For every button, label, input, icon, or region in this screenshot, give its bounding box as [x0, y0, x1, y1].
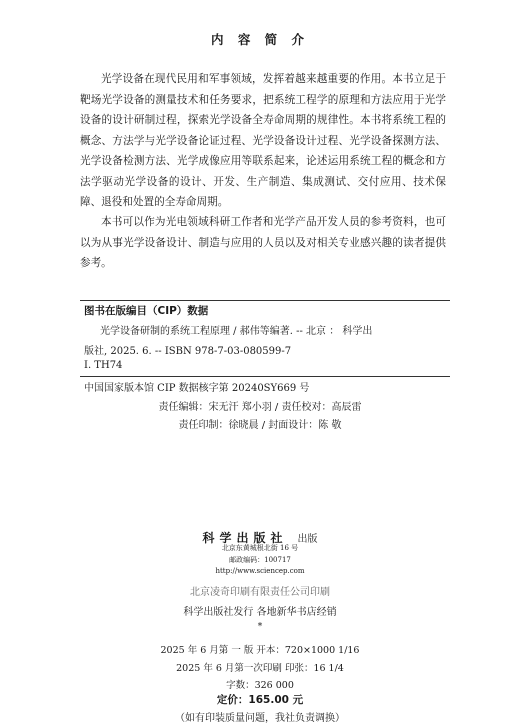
cip-line-2: 版社, 2025. 6. -- ISBN 978-7-03-080599-7 — [84, 346, 292, 357]
spec-line-2: 2025 年 6 月第一次印刷 印张：16 1/4 — [176, 663, 344, 674]
publisher-zipcode: 邮政编码：100717 — [229, 556, 291, 564]
price: 定价：165.00 元 — [216, 694, 304, 706]
publisher-url: http://www.sciencep.com — [215, 567, 305, 575]
printer: 北京凌奇印刷有限责任公司印刷 — [190, 587, 330, 598]
quality-notice: （如有印装质量问题，我社负责调换） — [175, 713, 345, 724]
publisher-suffix: 出版 — [297, 534, 318, 545]
cip-line-1: 光学设备研制的系统工程原理 / 郝伟等编著. -- 北京 ： 科学出 — [100, 326, 373, 337]
cip-line-3: Ⅰ. TH74 — [84, 360, 123, 371]
cip-heading: 图书在版编目（CIP）数据 — [84, 305, 209, 317]
spec-line-3: 字数：326 000 — [226, 680, 294, 691]
distribution: 科学出版社发行 各地新华书店经销 — [183, 607, 337, 618]
editors-line-2: 责任印制：徐晓晨 / 封面设计：陈 敬 — [178, 420, 342, 431]
summary-paragraph-2: 本书可以作为光电领域科研工作者和光学产品开发人员的参考资料，也可以为从事光学设备设计、制造与应用的人员以及对相关专业感兴趣的读者提供参考。 — [80, 216, 446, 269]
cip-bottom-rule — [80, 376, 450, 377]
separator-star: * — [257, 622, 263, 632]
spec-line-1: 2025 年 6 月第 一 版 开本：720×1000 1/16 — [160, 645, 360, 656]
cip-line-4: 中国国家版本馆 CIP 数据核字第 20240SY669 号 — [84, 383, 310, 394]
summary-title: 内 容 简 介 — [210, 32, 310, 47]
cip-top-rule — [80, 300, 450, 301]
publisher-name: 科学出版社 — [202, 531, 288, 545]
publisher-address: 北京东黄城根北街 16 号 — [221, 544, 299, 552]
editors-line-1: 责任编辑：宋无汗 郑小羽 / 责任校对：高辰雷 — [158, 402, 362, 413]
summary-paragraph-1: 光学设备在现代民用和军事领域，发挥着越来越重要的作用。本书立足于靶场光学设备的测量技术和任务要求，把系统工程学的原理和方法应用于光学设备的设计研制过程，探索光学设备全寿命周期的规律性。本书将系统工程的概念、方法学与光学设备论证过程、光学设备设计过程、光学设备探测方法、光学设备检测方法、光学成像应用等联系起来，论述运用系统工程的概念和方法学驱动光学设备的设计、开发、生产制造、集成测试、交付应用、技术保障、退役和处置的全寿命周期。 — [80, 73, 446, 208]
